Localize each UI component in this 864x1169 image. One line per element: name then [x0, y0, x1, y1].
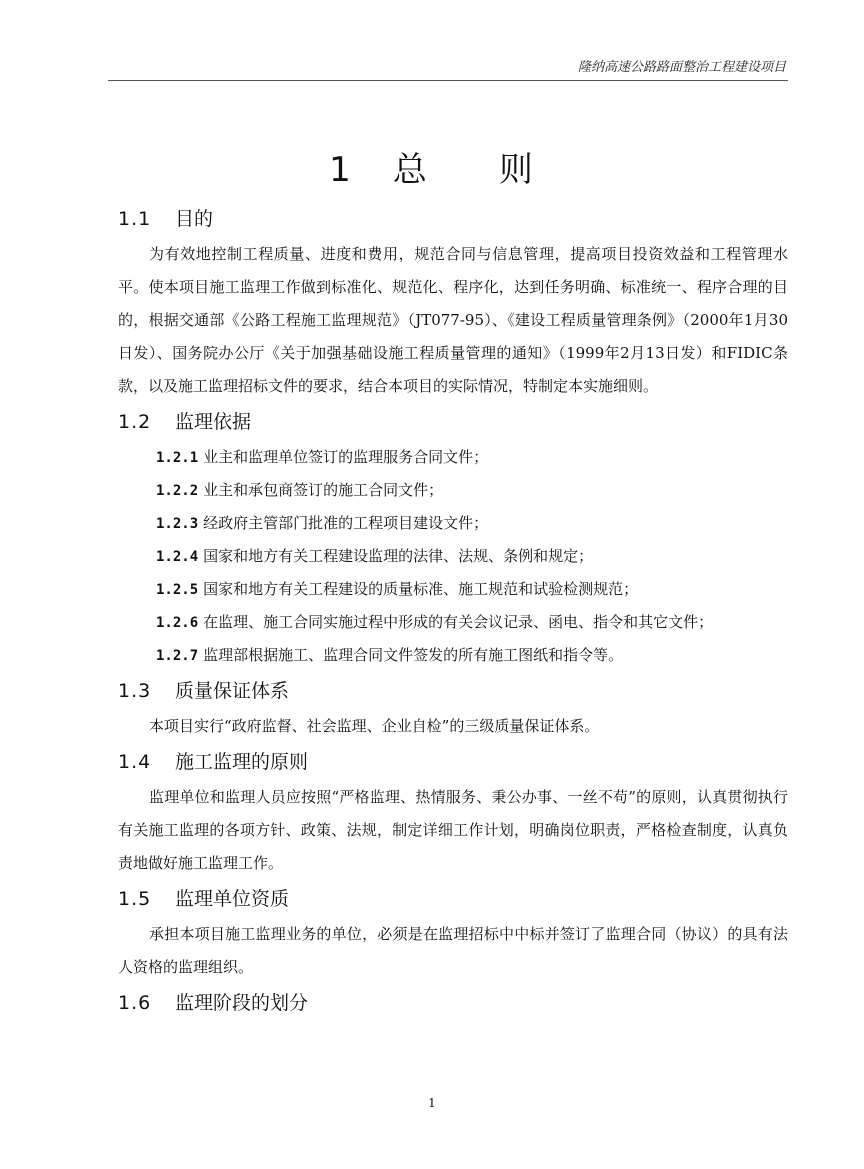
section-title: 目的 [175, 208, 214, 230]
section-title: 监理阶段的划分 [175, 992, 309, 1014]
section-heading [118, 880, 788, 918]
list-item-text: 业主和承包商签订的施工合同文件； [203, 481, 444, 499]
list-item-number: 1.2.4 [156, 549, 199, 565]
page-number: 1 [428, 1096, 436, 1110]
section-heading [118, 672, 788, 710]
section-paragraph: 为有效地控制工程质量、进度和费用，规范合同与信息管理，提高项目投资效益和工程管理水平。使本项目施工监理工作做到标准化、规范化、程序化，达到任务明确、标准统一、程序合理的目的，根据交通部《公路工程施工监理规范》（JT077-95）、《建设工程质量管理条例》（2000年1月30日发）、国务院办公厅《关于加强基础设施工程质量管理的通知》（1999年2月13日发）和FIDIC条款，以及施工监理招标文件的要求，结合本项目的实际情况，特制定本实施细则。 [118, 245, 788, 395]
section-number: 1.3 [118, 680, 152, 702]
section-title: 监理单位资质 [175, 888, 290, 910]
section-heading [118, 743, 788, 781]
list-item-text: 在监理、施工合同实施过程中形成的有关会议记录、函电、指令和其它文件； [203, 613, 714, 631]
list-item-number: 1.2.1 [156, 450, 199, 466]
section-paragraph: 承担本项目施工监理业务的单位，必须是在监理招标中中标并签订了监理合同（协议）的具有法人资格的监理组织。 [118, 925, 788, 976]
section-paragraph: 本项目实行“政府监督、社会监理、企业自检”的三级质量保证体系。 [149, 717, 600, 735]
list-item [118, 606, 788, 639]
list-item [118, 573, 788, 606]
section-number: 1.1 [118, 208, 152, 230]
chapter-title [0, 142, 864, 191]
section-number: 1.6 [118, 992, 152, 1014]
list-item-text: 国家和地方有关工程建设的质量标准、施工规范和试验检测规范； [203, 580, 639, 598]
document-body [118, 200, 788, 1022]
list-item-number: 1.2.3 [156, 516, 199, 532]
list-item-number: 1.2.2 [156, 483, 199, 499]
chapter-title-part1: 总 [392, 150, 429, 190]
section-title: 施工监理的原则 [175, 751, 309, 773]
list-item-text: 国家和地方有关工程建设监理的法律、法规、条例和规定； [203, 547, 594, 565]
section-number: 1.4 [118, 751, 152, 773]
list-item [118, 441, 788, 474]
list-item [118, 540, 788, 573]
chapter-title-part2: 则 [498, 150, 535, 190]
section-title: 监理依据 [175, 411, 252, 433]
list-item-text: 监理部根据施工、监理合同文件签发的所有施工图纸和指令等。 [203, 646, 624, 664]
section-heading [118, 403, 788, 441]
list-item-text: 业主和监理单位签订的监理服务合同文件； [203, 448, 489, 466]
header-rule [108, 80, 788, 81]
list-item-number: 1.2.5 [156, 582, 199, 598]
section-heading [118, 200, 788, 238]
list-item-number: 1.2.6 [156, 615, 199, 631]
section-title: 质量保证体系 [175, 680, 290, 702]
list-item [118, 474, 788, 507]
section-heading [118, 984, 788, 1022]
list-item-text: 经政府主管部门批准的工程项目建设文件； [203, 514, 489, 532]
running-header: 隆纳高速公路路面整治工程建设项目 [577, 60, 786, 75]
chapter-number: 1 [329, 150, 353, 190]
list-item [118, 507, 788, 540]
list-item [118, 639, 788, 672]
section-paragraph: 监理单位和监理人员应按照“严格监理、热情服务、秉公办事、一丝不苟”的原则，认真贯彻执行有关施工监理的各项方针、政策、法规，制定详细工作计划，明确岗位职责，严格检查制度，认真负责地做好施工监理工作。 [118, 788, 788, 872]
list-item-number: 1.2.7 [156, 648, 199, 664]
section-number: 1.5 [118, 888, 152, 910]
section-number: 1.2 [118, 411, 152, 433]
